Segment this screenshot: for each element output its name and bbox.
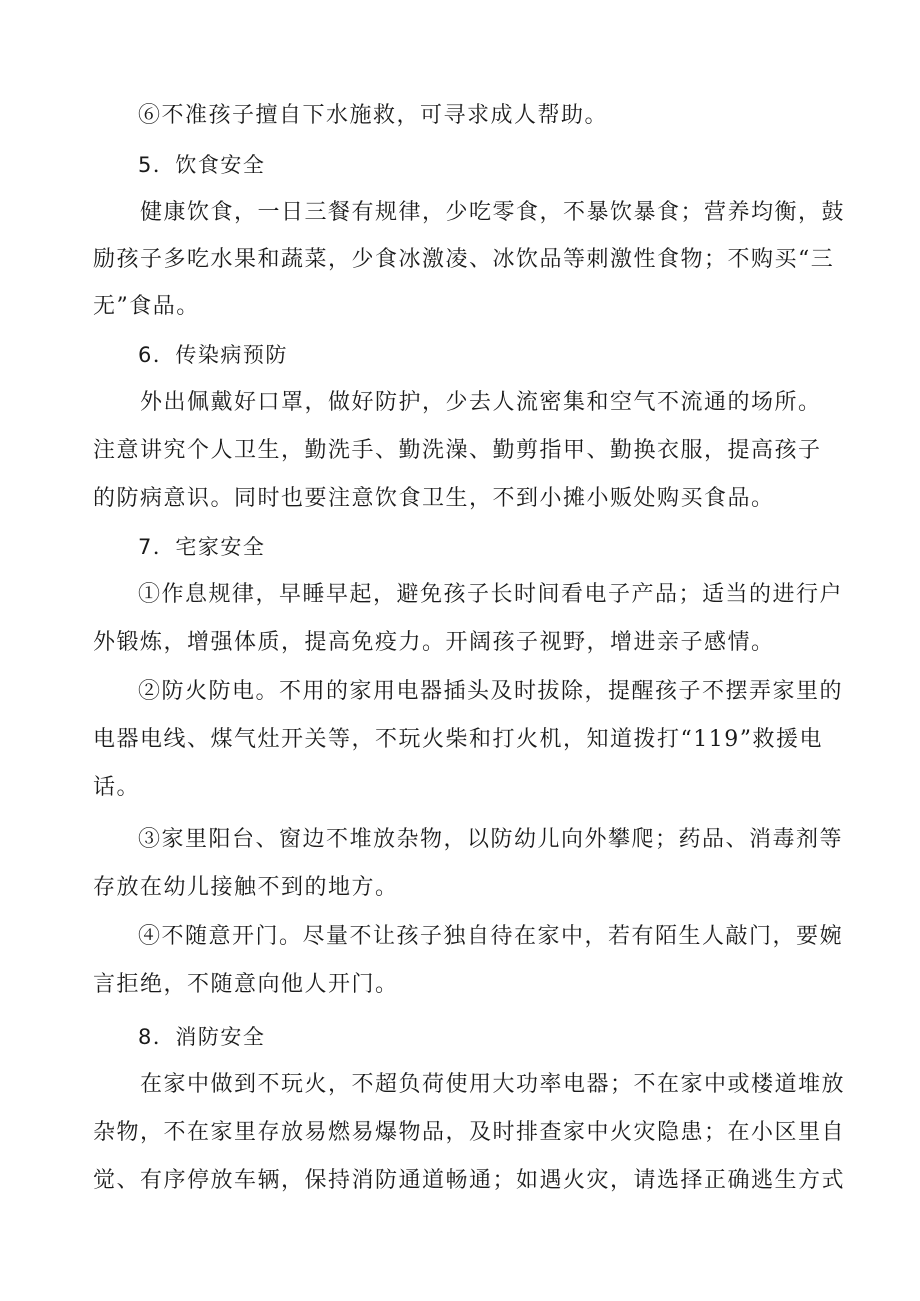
paragraph-line: 外出佩戴好口罩，做好防护，少去人流密集和空气不流通的场所。 [140,390,822,415]
section-heading-fire-safety: 8．消防安全 [138,1025,266,1049]
paragraph-line: 存放在幼儿接触不到的地方。 [93,875,399,900]
section-heading-infectious-disease: 6．传染病预防 [138,343,288,367]
paragraph-line: 电器电线、煤气灶开关等，不玩火柴和打火机，知道拨打“119”救援电 [93,727,823,752]
paragraph-line: 的防病意识。同时也要注意饮食卫生，不到小摊小贩处购买食品。 [93,486,775,511]
paragraph-line: ⑥不准孩子擅自下水施救，可寻求成人帮助。 [138,103,609,128]
paragraph-line: 话。 [93,775,141,800]
paragraph-line: 健康饮食，一日三餐有规律，少吃零食，不暴饮暴食；营养均衡，鼓 [140,200,846,225]
paragraph-line: 觉、有序停放车辆，保持消防通道畅通；如遇火灾，请选择正确逃生方式 [93,1168,846,1193]
paragraph-line: ①作息规律，早睡早起，避免孩子长时间看电子产品；适当的进行户 [138,582,844,607]
paragraph-line: ②防火防电。不用的家用电器插头及时拔除，提醒孩子不摆弄家里的 [138,679,844,704]
paragraph-line: 言拒绝，不随意向他人开门。 [93,972,399,997]
paragraph-line: 在家中做到不玩火，不超负荷使用大功率电器；不在家中或楼道堆放 [140,1072,846,1097]
section-heading-diet-safety: 5．饮食安全 [138,153,266,177]
paragraph-line: 无”食品。 [93,294,200,319]
paragraph-line: ④不随意开门。尽量不让孩子独自待在家中，若有陌生人敲门，要婉 [138,924,844,949]
section-heading-home-safety: 7．宅家安全 [138,535,266,559]
paragraph-line: 励孩子多吃水果和蔬菜，少食冰激凌、冰饮品等刺激性食物；不购买“三 [93,247,835,272]
paragraph-line: 杂物，不在家里存放易燃易爆物品，及时排查家中火灾隐患；在小区里自 [93,1120,846,1145]
paragraph-line: 外锻炼，增强体质，提高免疫力。开阔孩子视野，增进亲子感情。 [93,630,775,655]
paragraph-line: 注意讲究个人卫生，勤洗手、勤洗澡、勤剪指甲、勤换衣服，提高孩子 [93,438,822,463]
paragraph-line: ③家里阳台、窗边不堆放杂物，以防幼儿向外攀爬；药品、消毒剂等 [138,827,844,852]
